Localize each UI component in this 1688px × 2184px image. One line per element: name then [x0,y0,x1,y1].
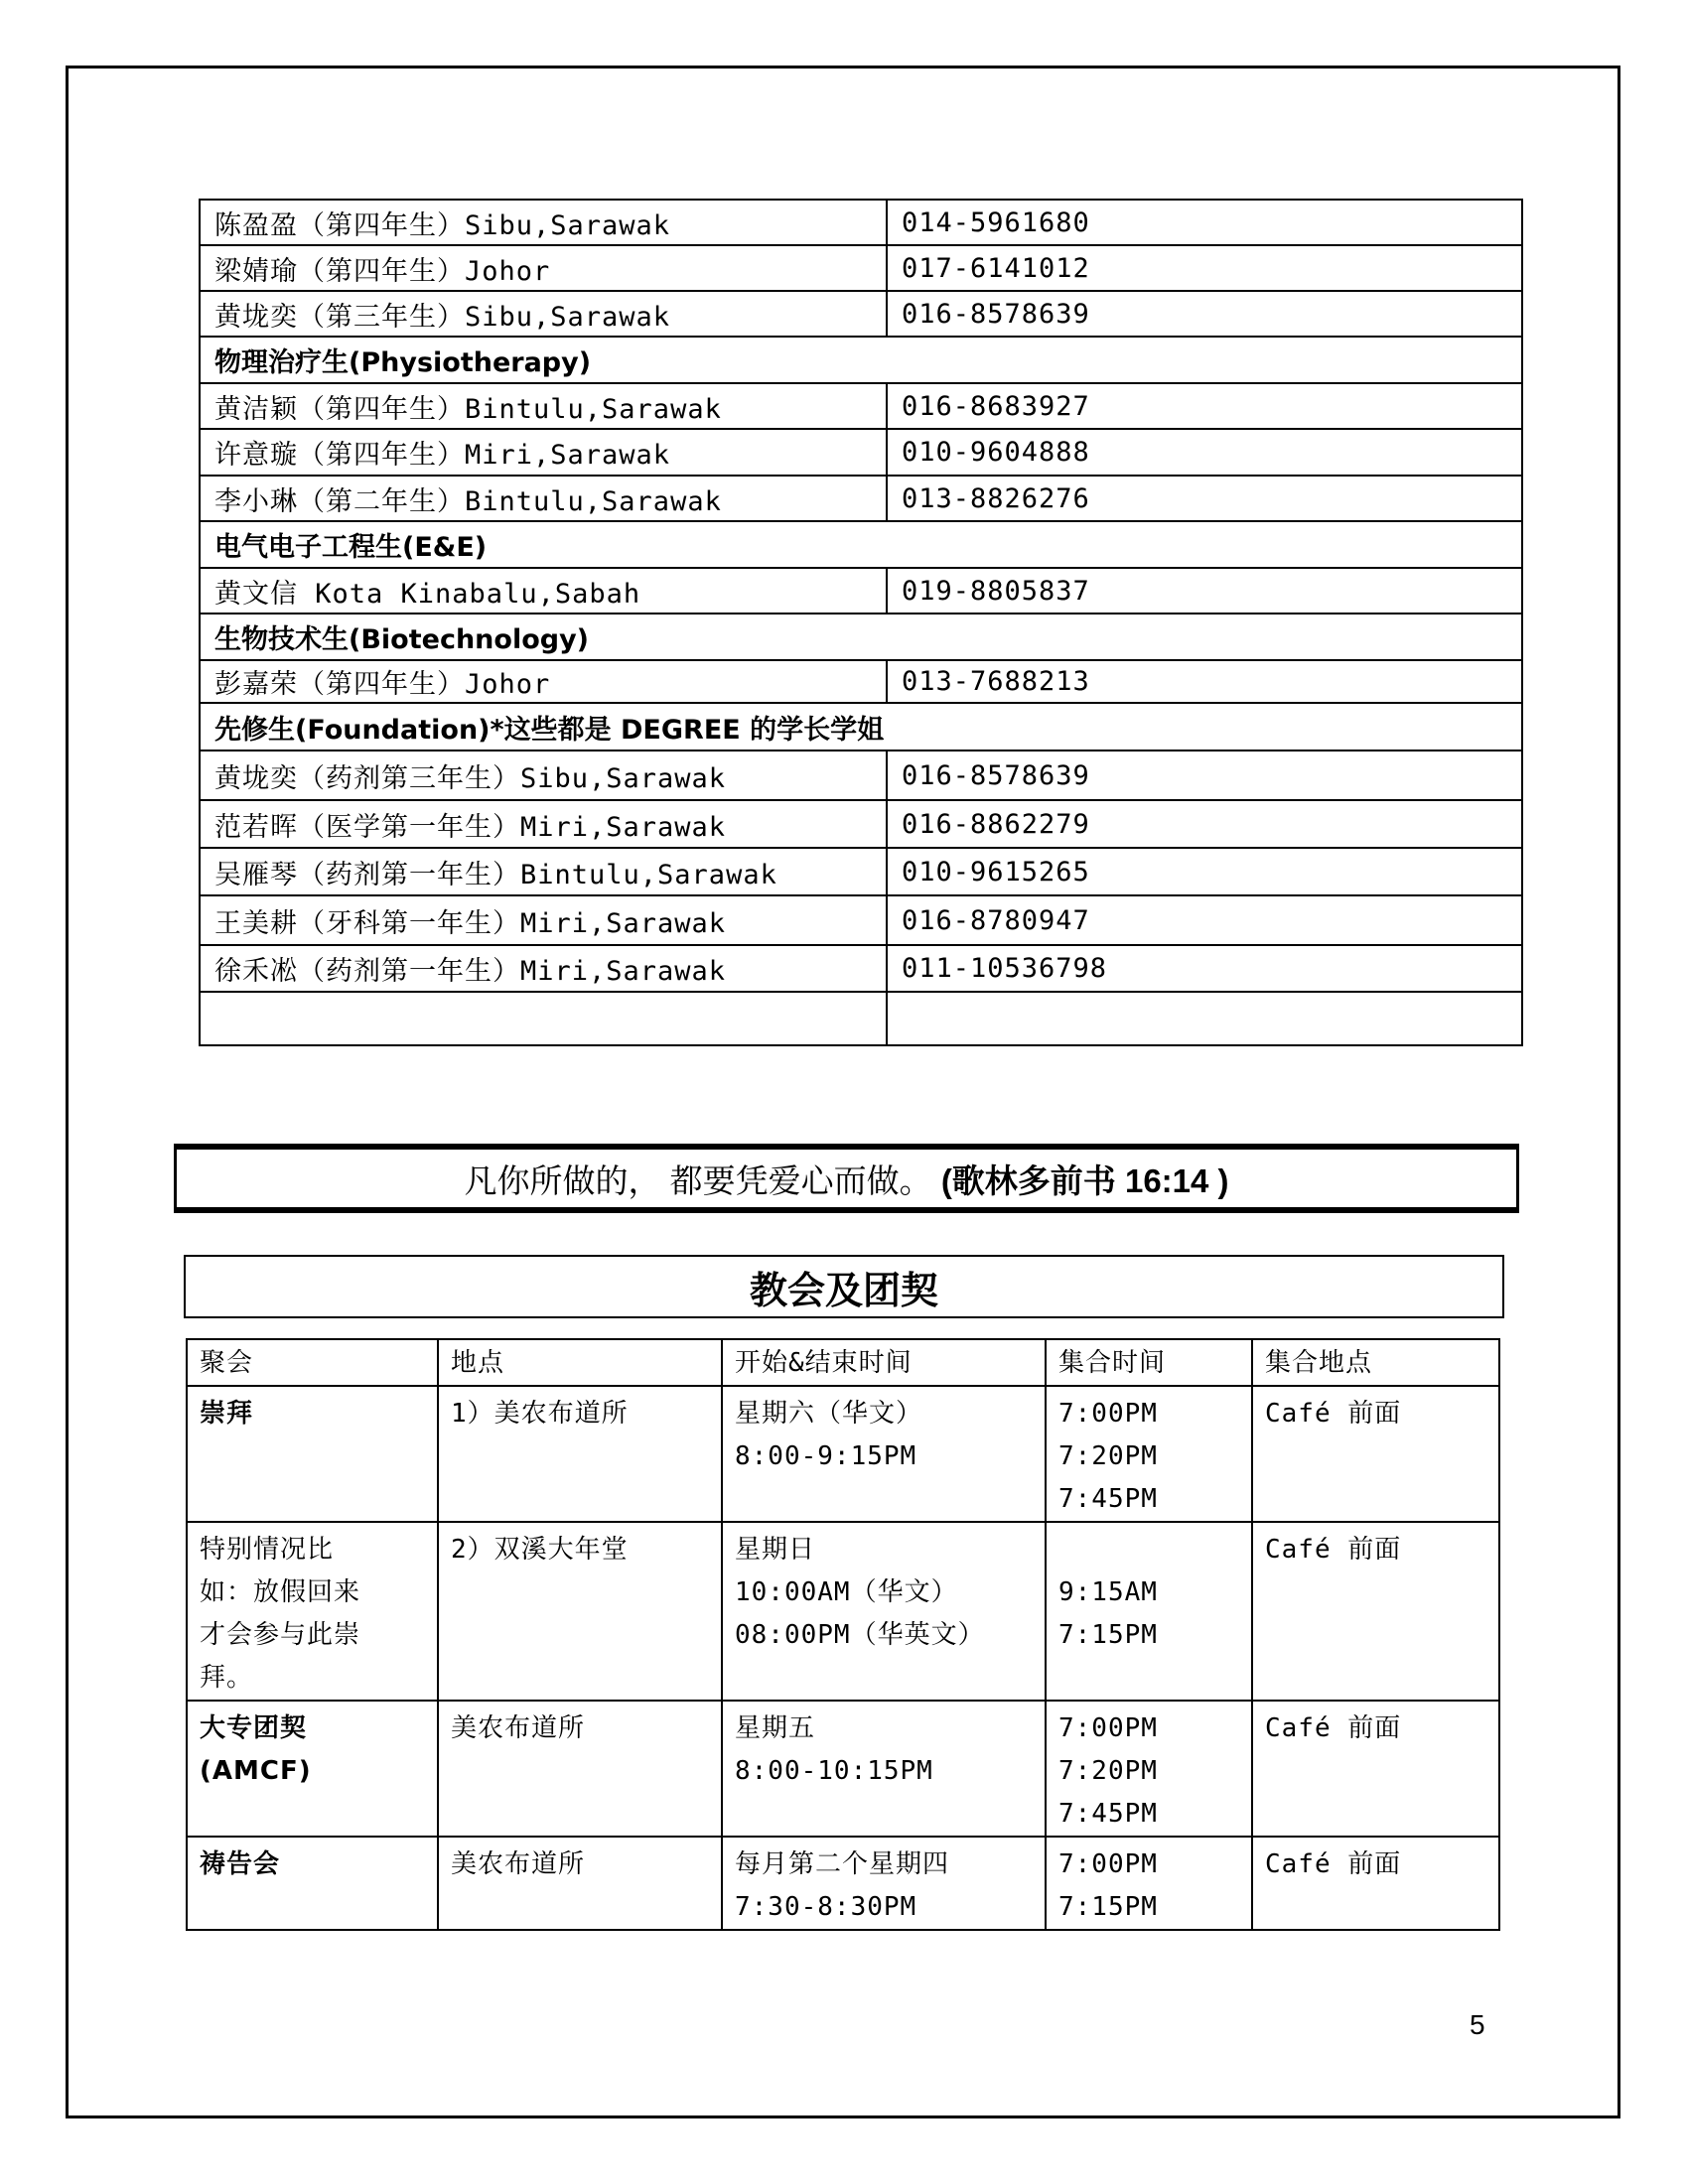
contact-row [200,800,1522,848]
time-line: 每月第二个星期四 [735,1849,950,1879]
place-line: 美农布道所 [451,1713,586,1743]
place-line: 1）美农布道所 [451,1399,629,1429]
contact-phone: 011-10536798 [887,945,1522,992]
contact-phone: 016-8683927 [887,383,1522,429]
contact-name: 黄洁颖（第四年生）Bintulu,Sarawak [200,383,887,429]
event-cell [187,1837,438,1930]
time-line: 7:30-8:30PM [735,1892,917,1922]
event-cell [187,1522,438,1701]
gather-time-line [1058,1529,1239,1571]
contact-row [200,848,1522,895]
time-cell [722,1837,1046,1930]
time-line: 星期日 [735,1535,816,1565]
gather-place-cell [1252,1837,1499,1930]
section-row [200,614,1522,660]
time-line: 10:00AM（华文） [735,1577,958,1607]
place-cell [438,1837,722,1930]
gather-place-cell [1252,1701,1499,1837]
gather-time-line: 7:20PM [1058,1441,1158,1471]
contact-name: 王美耕（牙科第一年生）Miri,Sarawak [200,895,887,945]
section-row [200,521,1522,568]
contact-phone: 016-8578639 [887,751,1522,800]
contact-phone: 016-8862279 [887,800,1522,848]
time-line: 星期六（华文） [735,1399,923,1429]
contact-phone: 019-8805837 [887,568,1522,614]
contact-name: 梁婧瑜（第四年生）Johor [200,245,887,291]
contacts-table [199,199,1523,1046]
contact-row [200,895,1522,945]
contact-row [200,992,1522,1045]
contact-row [200,200,1522,245]
contact-name: 徐禾凇（药剂第一年生）Miri,Sarawak [200,945,887,992]
time-line: 8:00-10:15PM [735,1756,933,1786]
header-event: 聚会 [187,1339,438,1386]
time-line: 星期五 [735,1713,816,1743]
gather-time-line: 7:45PM [1058,1484,1158,1514]
verse-text: 凡你所做的， 都要凭爱心而做。 [464,1161,932,1199]
contact-row [200,429,1522,476]
verse-box [174,1144,1519,1213]
event-cell [187,1701,438,1837]
header-gather-time: 集合时间 [1046,1339,1252,1386]
event-line: 拜。 [200,1663,254,1693]
gather-time-line: 9:15AM [1058,1577,1158,1607]
gather-place-cell [1252,1386,1499,1522]
contact-phone [887,992,1522,1045]
contact-name: 范若晖（医学第一年生）Miri,Sarawak [200,800,887,848]
schedule-title-box [184,1255,1504,1318]
contact-row [200,291,1522,337]
header-gather-place: 集合地点 [1252,1339,1499,1386]
header-time: 开始&结束时间 [722,1339,1046,1386]
contact-name [200,992,887,1045]
contact-name: 许意璇（第四年生）Miri,Sarawak [200,429,887,476]
contact-phone: 016-8780947 [887,895,1522,945]
contact-phone: 013-7688213 [887,660,1522,703]
gather-place-line: Café 前面 [1265,1399,1402,1429]
contact-name: 吴雁琴（药剂第一年生）Bintulu,Sarawak [200,848,887,895]
contact-phone: 013-8826276 [887,476,1522,521]
gather-time-cell [1046,1522,1252,1701]
contact-row [200,660,1522,703]
contact-row [200,751,1522,800]
gather-place-line: Café 前面 [1265,1535,1402,1565]
section-label: 生物技术生(Biotechnology) [200,614,1522,660]
gather-time-line: 7:20PM [1058,1756,1158,1786]
gather-time-line: 7:00PM [1058,1713,1158,1743]
contact-phone: 014-5961680 [887,200,1522,245]
gather-time-line: 7:00PM [1058,1399,1158,1429]
contact-name: 李小琳（第二年生）Bintulu,Sarawak [200,476,887,521]
section-label: 电气电子工程生(E&E) [200,521,1522,568]
contact-phone: 017-6141012 [887,245,1522,291]
gather-place-cell [1252,1522,1499,1701]
event-cell [187,1386,438,1522]
time-line: 8:00-9:15PM [735,1441,917,1471]
contact-name: 黄垅奕（第三年生）Sibu,Sarawak [200,291,887,337]
contact-row [200,476,1522,521]
event-line: (AMCF) [200,1756,312,1786]
event-line: 崇拜 [200,1399,254,1429]
schedule-row [187,1701,1499,1837]
contact-name: 黄文信 Kota Kinabalu,Sabah [200,568,887,614]
event-line: 如：放假回来 [200,1577,361,1607]
schedule-row [187,1386,1499,1522]
event-line: 特别情况比 [200,1535,335,1565]
section-row [200,337,1522,383]
verse-reference: (歌林多前书 16:14 ) [940,1161,1229,1199]
contact-name: 陈盈盈（第四年生）Sibu,Sarawak [200,200,887,245]
event-line: 祷告会 [200,1849,281,1879]
section-row [200,703,1522,751]
contact-row [200,383,1522,429]
time-cell [722,1701,1046,1837]
schedule-table [186,1338,1500,1931]
place-line: 美农布道所 [451,1849,586,1879]
section-label: 先修生(Foundation)*这些都是 DEGREE 的学长学姐 [200,703,1522,751]
gather-time-line: 7:00PM [1058,1849,1158,1879]
schedule-title: 教会及团契 [749,1268,938,1312]
place-line: 2）双溪大年堂 [451,1535,629,1565]
event-line: 才会参与此崇 [200,1620,361,1650]
gather-time-cell [1046,1701,1252,1837]
event-line: 大专团契 [200,1713,308,1743]
contact-phone: 010-9615265 [887,848,1522,895]
header-place: 地点 [438,1339,722,1386]
contact-name: 黄垅奕（药剂第三年生）Sibu,Sarawak [200,751,887,800]
gather-time-line: 7:15PM [1058,1892,1158,1922]
time-line: 08:00PM（华英文） [735,1620,985,1650]
place-cell [438,1701,722,1837]
contact-phone: 010-9604888 [887,429,1522,476]
time-cell [722,1522,1046,1701]
gather-place-line: Café 前面 [1265,1849,1402,1879]
contact-row [200,945,1522,992]
time-cell [722,1386,1046,1522]
section-label: 物理治疗生(Physiotherapy) [200,337,1522,383]
contact-name: 彭嘉荣（第四年生）Johor [200,660,887,703]
contact-phone: 016-8578639 [887,291,1522,337]
gather-place-line: Café 前面 [1265,1713,1402,1743]
gather-time-cell [1046,1386,1252,1522]
schedule-row [187,1522,1499,1701]
contact-row [200,568,1522,614]
gather-time-line: 7:45PM [1058,1799,1158,1829]
schedule-header-row [187,1339,1499,1386]
place-cell [438,1522,722,1701]
schedule-row [187,1837,1499,1930]
page-number: 5 [1470,2009,1485,2040]
place-cell [438,1386,722,1522]
gather-time-line: 7:15PM [1058,1620,1158,1650]
gather-time-cell [1046,1837,1252,1930]
contact-row [200,245,1522,291]
